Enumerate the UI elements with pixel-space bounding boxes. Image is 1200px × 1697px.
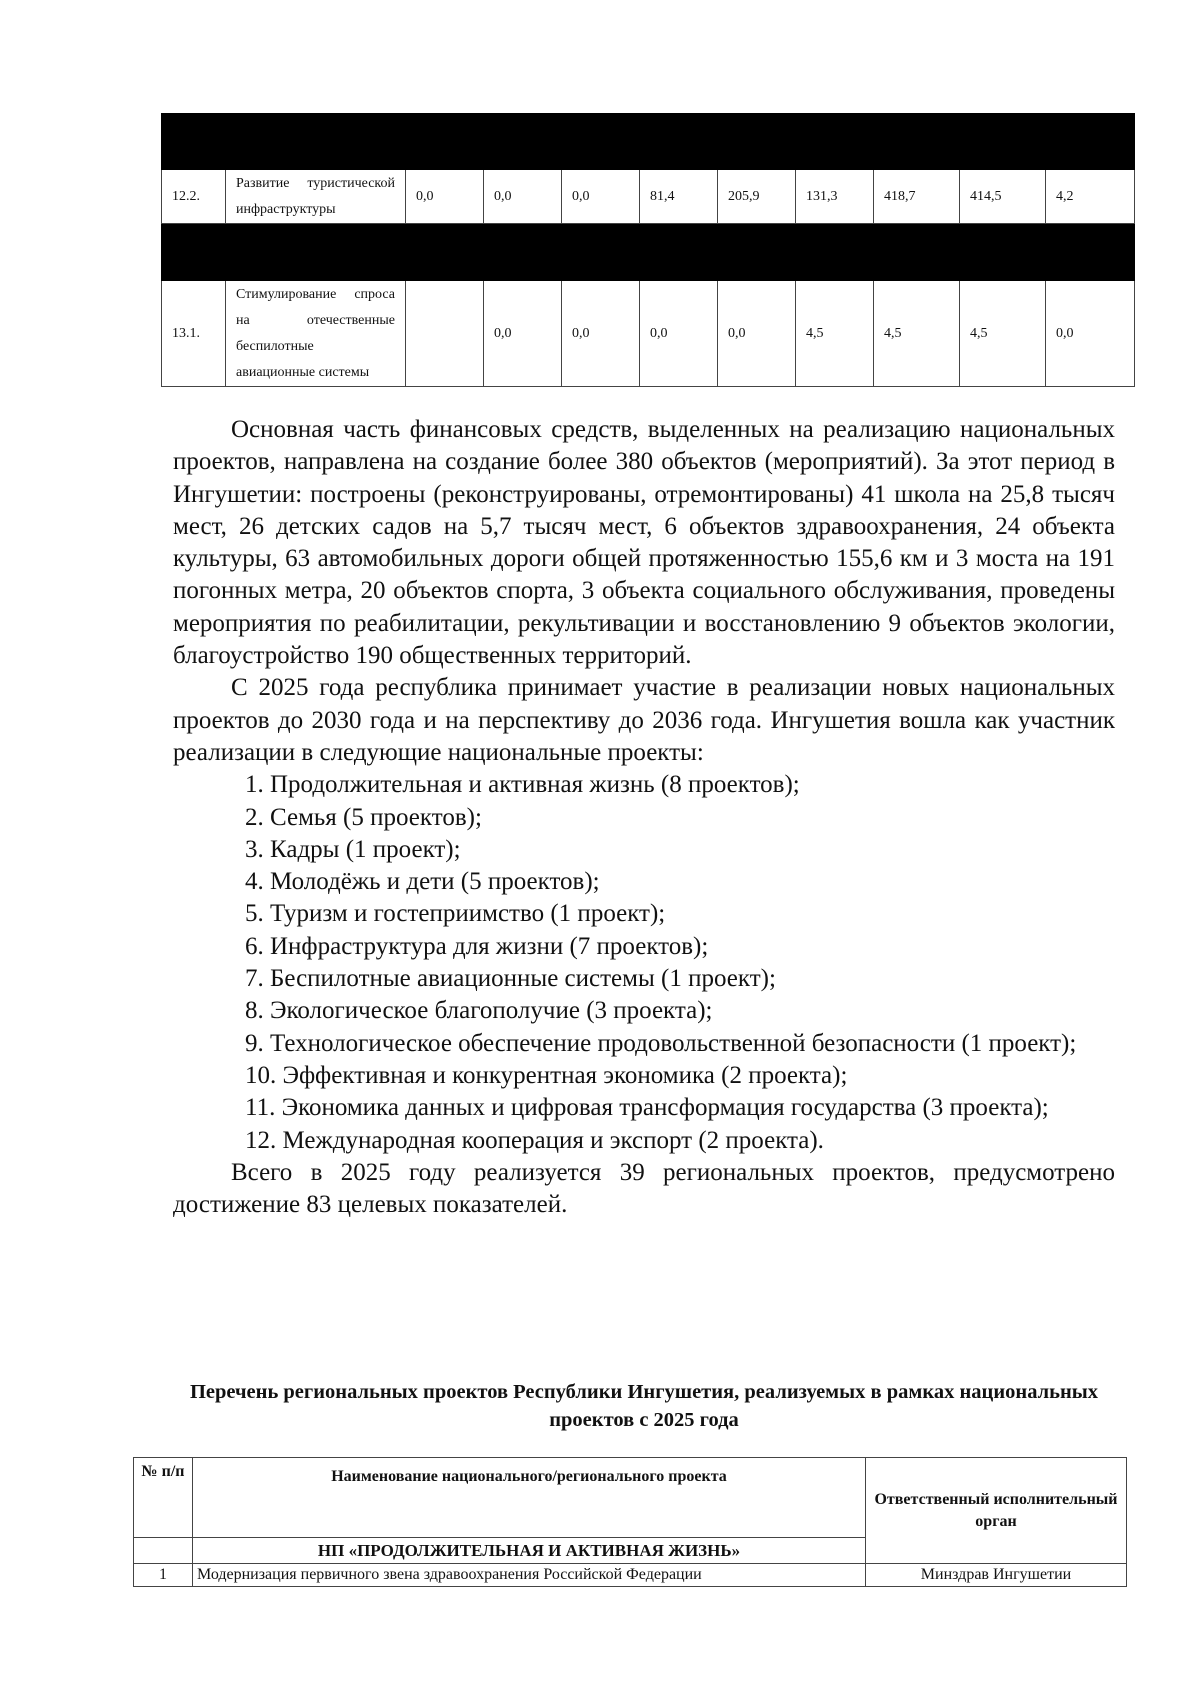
cell-value: 0,0 xyxy=(406,170,484,224)
header-responsible-org: Ответственный исполнительный орган xyxy=(866,1458,1127,1564)
cell-value: 0,0 xyxy=(484,170,562,224)
row-org: Минздрав Ингушетии xyxy=(866,1564,1127,1587)
row-number: 13.1. xyxy=(162,281,226,387)
cell-value: 205,9 xyxy=(718,170,796,224)
section-heading: Перечень региональных проектов Республики Ингушетия, реализуемых в рамках национальных проектов с 2025 года xyxy=(189,1381,1099,1431)
cell-value: 4,2 xyxy=(1046,170,1135,224)
table-row xyxy=(134,1564,1127,1587)
table-row xyxy=(162,170,1135,224)
table-header-row xyxy=(134,1458,1127,1538)
cell-value: 0,0 xyxy=(562,170,640,224)
section-title: НП «ПРОДОЛЖИТЕЛЬНАЯ И АКТИВНАЯ ЖИЗНЬ» xyxy=(193,1538,866,1564)
cell-value: 0,0 xyxy=(562,281,640,387)
header-number: № п/п xyxy=(134,1458,193,1538)
cell-value: 418,7 xyxy=(874,170,960,224)
cell-value: 4,5 xyxy=(960,281,1046,387)
list-item: 8. Экологическое благополучие (3 проекта); xyxy=(245,997,713,1025)
row-name: Стимулирование спроса на отечественные беспилотные авиационные системы xyxy=(226,281,406,387)
paragraph-new-projects: С 2025 года республика принимает участие в реализации новых национальных проектов до 2030 года и на перспективу до 2036 года. Ингушетия вошла как участник реализации в следующие национальные проекты: xyxy=(173,674,1115,766)
projects-table xyxy=(133,1457,1127,1587)
row-project-name: Модернизация первичного звена здравоохранения Российской Федерации xyxy=(193,1564,866,1587)
cell-value: 0,0 xyxy=(484,281,562,387)
table-black-band xyxy=(162,114,1135,170)
table-black-band xyxy=(162,224,1135,281)
list-item: 9. Технологическое обеспечение продовольственной безопасности (1 проект); xyxy=(245,1029,1077,1057)
cell-value: 0,0 xyxy=(718,281,796,387)
cell-value xyxy=(406,281,484,387)
finance-table xyxy=(161,113,1135,387)
list-item: 6. Инфраструктура для жизни (7 проектов); xyxy=(245,932,709,960)
list-item: 10. Эффективная и конкурентная экономика (2 проекта); xyxy=(245,1061,848,1089)
cell-value: 4,5 xyxy=(796,281,874,387)
cell-value: 0,0 xyxy=(640,281,718,387)
paragraph-total: Всего в 2025 году реализуется 39 региональных проектов, предусмотрено достижение 83 целевых показателей. xyxy=(173,1158,1115,1219)
list-item: 11. Экономика данных и цифровая трансформация государства (3 проекта); xyxy=(245,1094,1049,1122)
row-name: Развитие туристической инфраструктуры xyxy=(226,170,406,224)
body-text xyxy=(173,414,1115,1221)
cell-value: 0,0 xyxy=(1046,281,1135,387)
list-item: 2. Семья (5 проектов); xyxy=(245,803,482,831)
list-item: 1. Продолжительная и активная жизнь (8 проектов); xyxy=(245,771,800,799)
cell-value: 81,4 xyxy=(640,170,718,224)
list-item: 7. Беспилотные авиационные системы (1 проект); xyxy=(245,965,776,993)
cell-value: 131,3 xyxy=(796,170,874,224)
list-item: 4. Молодёжь и дети (5 проектов); xyxy=(245,868,600,896)
paragraph-financing: Основная часть финансовых средств, выделенных на реализацию национальных проектов, направлена на создание более 380 объектов (мероприятий). За этот период в Ингушетии: построены (реконструированы, отремонтированы) 41 школа на 25,8 тысяч мест, 26 детских садов на 5,7 тысяч мест, 6 объектов здравоохранения, 24 объекта культуры, 63 автомобильных дороги общей протяженностью 155,6 км и 3 моста на 191 погонных метра, 20 объектов спорта, 3 объекта социального обслуживания, проведены мероприятия по реабилитации, рекультивации и восстановлению 9 объектов экологии, благоустройство 190 общественных территорий. xyxy=(173,416,1115,670)
list-item: 3. Кадры (1 проект); xyxy=(245,835,461,863)
list-item: 5. Туризм и гостеприимство (1 проект); xyxy=(245,900,666,928)
cell-value: 414,5 xyxy=(960,170,1046,224)
row-number: 1 xyxy=(134,1564,193,1587)
table-row xyxy=(162,281,1135,387)
cell-value: 4,5 xyxy=(874,281,960,387)
row-number: 12.2. xyxy=(162,170,226,224)
list-item: 12. Международная кооперация и экспорт (2 проекта). xyxy=(245,1126,824,1154)
header-project-name: Наименование национального/регионального проекта xyxy=(193,1458,866,1538)
